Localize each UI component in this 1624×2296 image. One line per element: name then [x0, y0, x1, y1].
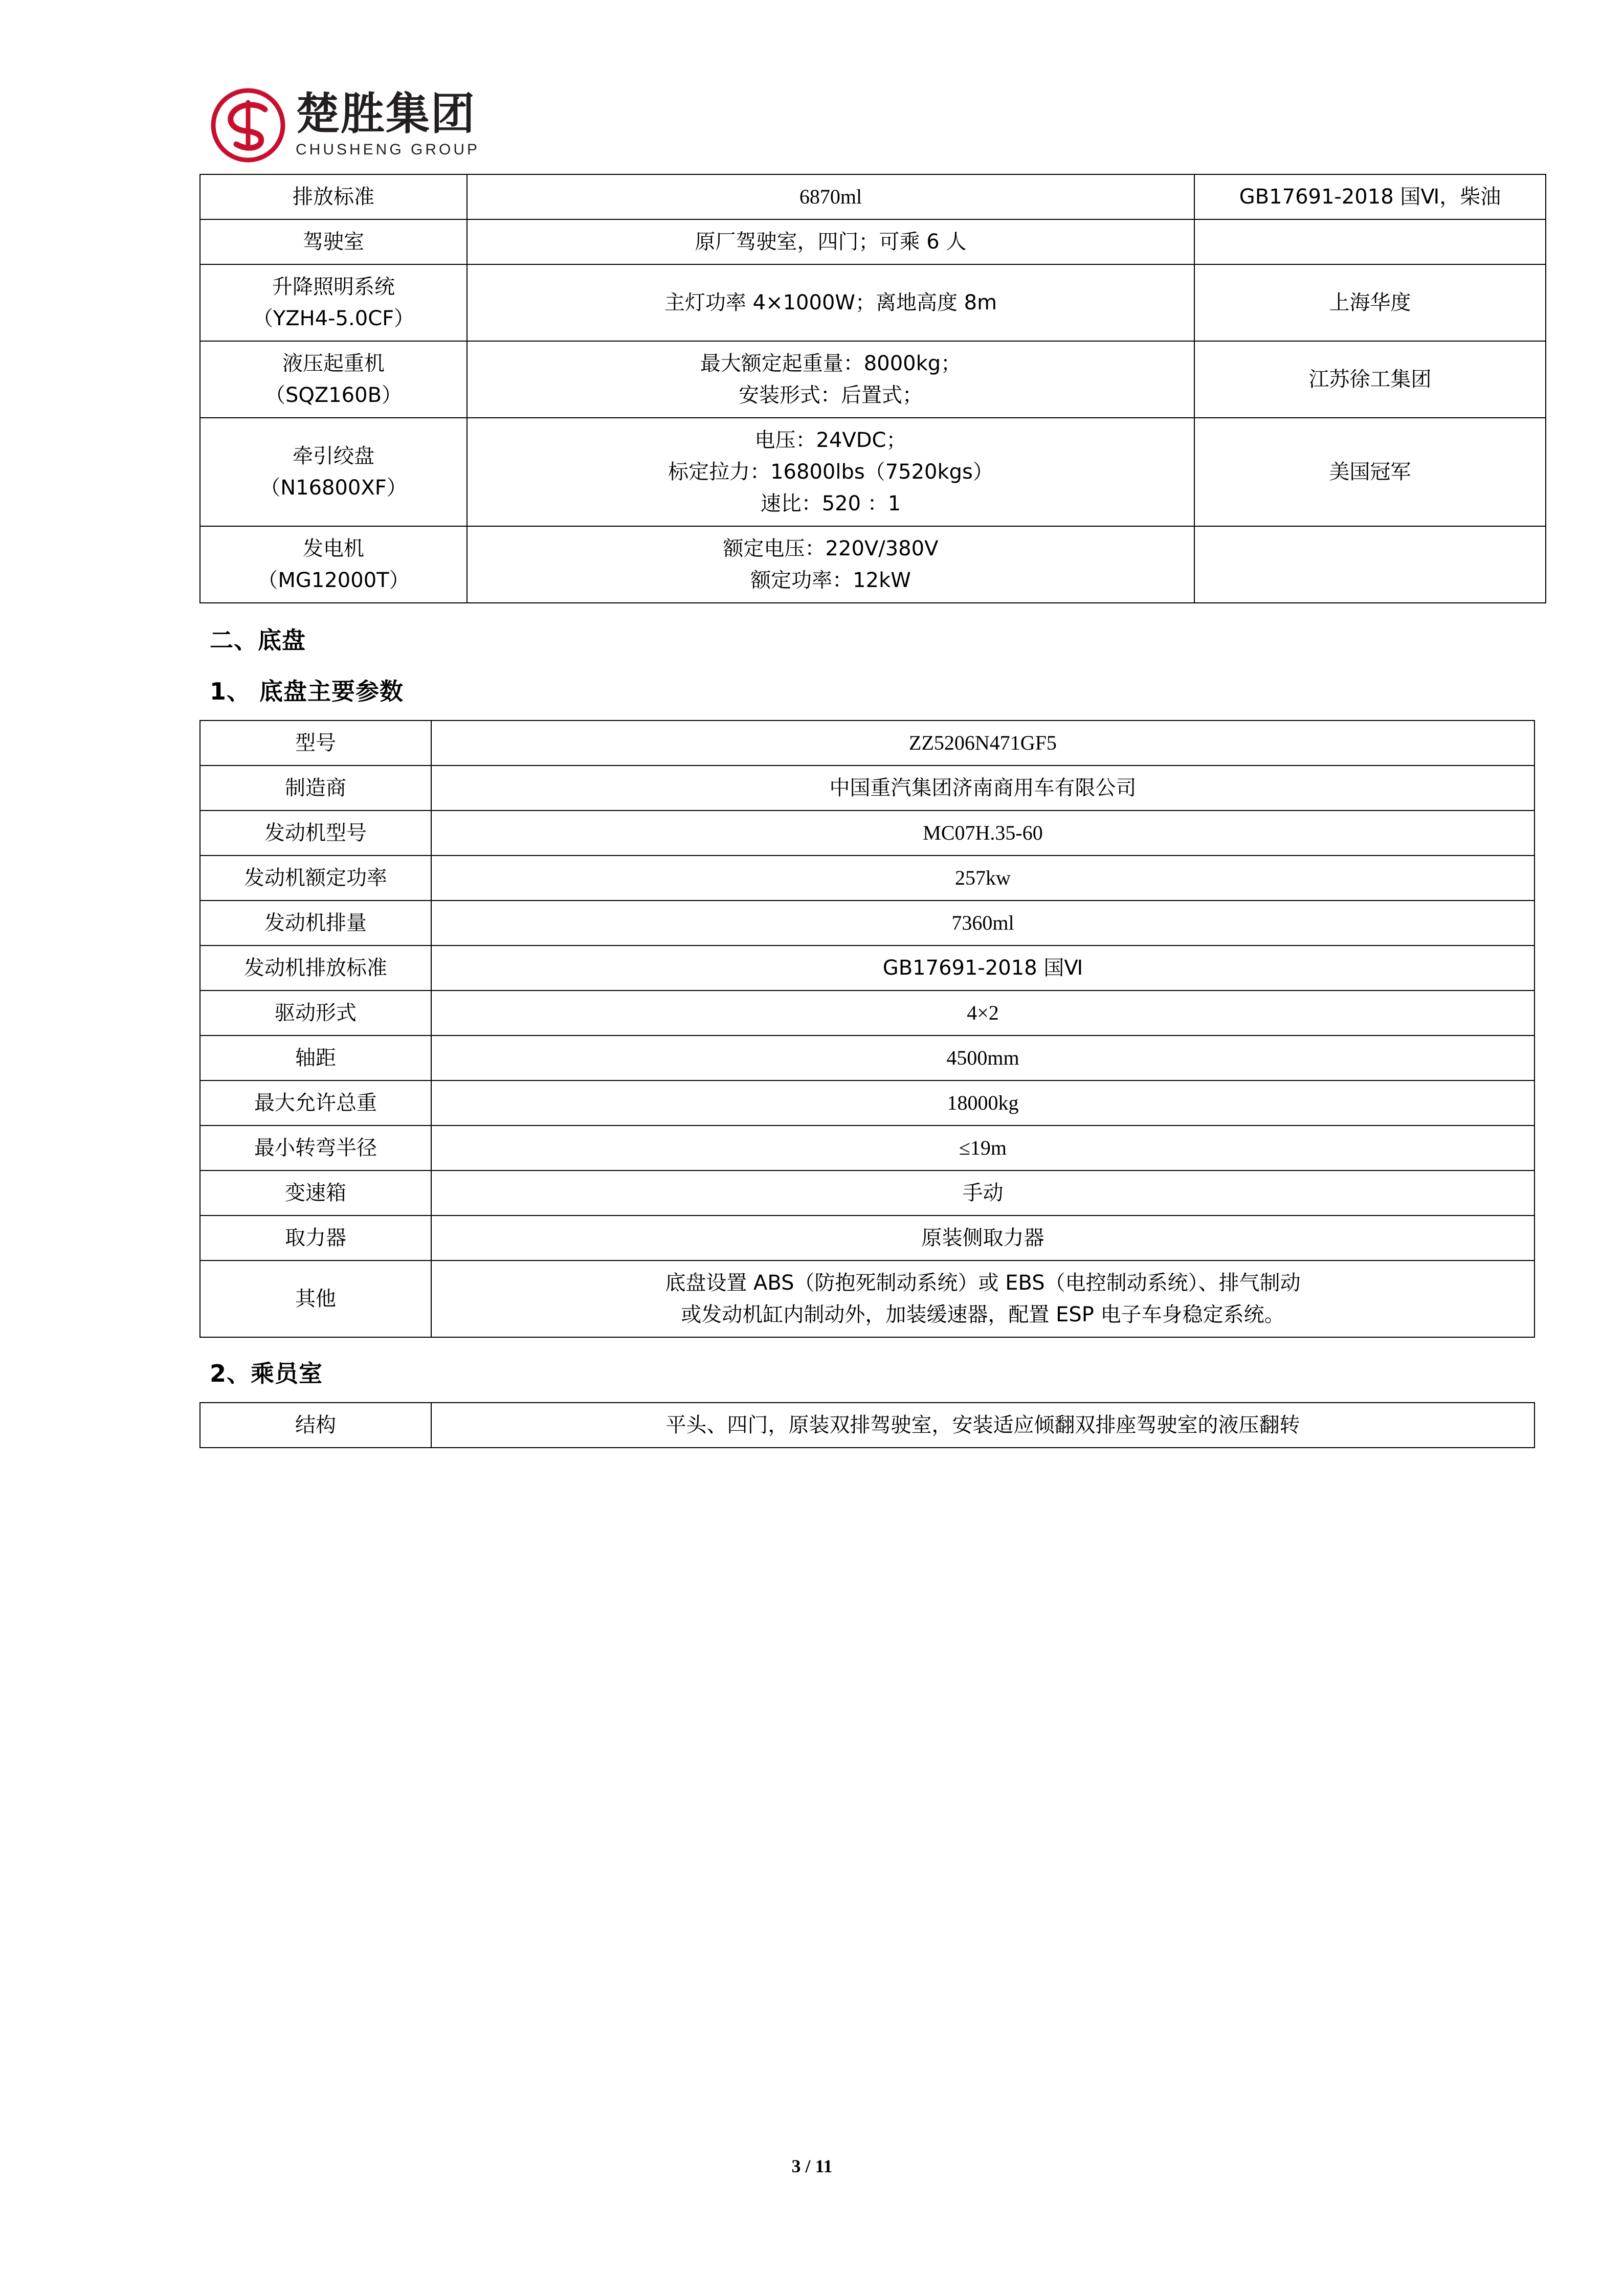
cell-brand: 上海华度 [1194, 264, 1546, 341]
cell-label: 其他 [200, 1260, 431, 1337]
page-number: 3 / 11 [791, 2156, 833, 2176]
cell-value-line1: 最大额定起重量：8000kg； [700, 352, 962, 375]
cell-label [200, 526, 467, 603]
cell-value: ≤19m [431, 1126, 1534, 1170]
cell-label-line2: （SQZ160B） [264, 384, 403, 407]
cell-brand [1194, 219, 1546, 264]
table-row [200, 418, 1546, 526]
cell-label-line2: （MG12000T） [257, 569, 410, 592]
cell-label-line1: 发电机 [303, 537, 364, 560]
cell-value: 18000kg [431, 1081, 1534, 1126]
cell-label: 发动机型号 [200, 811, 431, 856]
cell-value [431, 1260, 1534, 1337]
cell-value-line1: 额定电压：220V/380V [723, 537, 939, 560]
cell-value: ZZ5206N471GF5 [431, 721, 1534, 766]
page-content [199, 77, 1511, 1448]
cell-value [467, 341, 1194, 418]
cell-value: 4×2 [431, 991, 1534, 1036]
cell-value: 主灯功率 4×1000W；离地高度 8m [467, 264, 1194, 341]
cell-value [467, 418, 1194, 526]
cell-value: 4500mm [431, 1036, 1534, 1081]
logo-text [296, 88, 480, 159]
table-row [200, 856, 1534, 901]
cell-label: 制造商 [200, 766, 431, 811]
cell-label: 取力器 [200, 1215, 431, 1260]
cell-label: 型号 [200, 721, 431, 766]
cell-value-line2: 标定拉力：16800lbs（7520kgs） [668, 460, 993, 484]
subsection-heading-cabin: 2、乘员室 [210, 1360, 323, 1387]
cell-brand: 美国冠军 [1194, 418, 1546, 526]
table-row [200, 1081, 1534, 1126]
cell-label: 发动机排量 [200, 901, 431, 946]
company-logo [210, 77, 1511, 174]
cell-label: 排放标准 [200, 174, 467, 219]
cell-value: 原厂驾驶室，四门；可乘 6 人 [467, 219, 1194, 264]
section-heading-chassis: 二、底盘 [210, 626, 306, 654]
table-row [200, 1260, 1534, 1337]
cell-label-line1: 牵引绞盘 [293, 444, 374, 468]
cell-label: 最大允许总重 [200, 1081, 431, 1126]
table-cabin [199, 1402, 1535, 1448]
cell-value-line1: 底盘设置 ABS（防抱死制动系统）或 EBS（电控制动系统）、排气制动 [665, 1271, 1301, 1295]
table-row [200, 219, 1546, 264]
cell-value: 257kw [431, 856, 1534, 901]
cell-label-line2: （N16800XF） [260, 476, 407, 500]
cell-label: 轴距 [200, 1036, 431, 1081]
cell-label-line1: 升降照明系统 [272, 275, 395, 299]
table-row [200, 1170, 1534, 1215]
table-row [200, 1215, 1534, 1260]
cell-label: 驾驶室 [200, 219, 467, 264]
table-row [200, 946, 1534, 991]
table-upper-specs [199, 174, 1546, 603]
cell-label: 发动机排放标准 [200, 946, 431, 991]
cell-value: 手动 [431, 1170, 1534, 1215]
table-row [200, 341, 1546, 418]
table-row [200, 1126, 1534, 1170]
cell-value-line3: 速比：520 ：1 [760, 492, 901, 515]
cell-value: 中国重汽集团济南商用车有限公司 [431, 766, 1534, 811]
cell-label: 发动机额定功率 [200, 856, 431, 901]
cell-label [200, 264, 467, 341]
cell-brand [1194, 526, 1546, 603]
chusheng-logo-icon [210, 87, 286, 164]
cell-label-line2: （YZH4-5.0CF） [252, 307, 415, 330]
logo-english-name: CHUSHENG GROUP [296, 141, 480, 158]
table-chassis-params [199, 720, 1535, 1338]
cell-value: 7360ml [431, 901, 1534, 946]
table-row [200, 811, 1534, 856]
table-row [200, 901, 1534, 946]
cell-brand: GB17691-2018 国Ⅵ，柴油 [1194, 174, 1546, 219]
subsection-heading-main-params: 1、 底盘主要参数 [210, 678, 404, 705]
cell-value: MC07H.35-60 [431, 811, 1534, 856]
table-row [200, 766, 1534, 811]
cell-value-line2: 或发动机缸内制动外，加装缓速器，配置 ESP 电子车身稳定系统。 [681, 1303, 1285, 1326]
cell-brand: 江苏徐工集团 [1194, 341, 1546, 418]
cell-label: 结构 [200, 1403, 431, 1448]
table-row [200, 991, 1534, 1036]
table-row [200, 1036, 1534, 1081]
cell-value-line2: 额定功率：12kW [750, 569, 911, 592]
cell-label: 驱动形式 [200, 991, 431, 1036]
cell-value: 平头、四门，原装双排驾驶室，安装适应倾翻双排座驾驶室的液压翻转 [431, 1403, 1534, 1448]
cell-label [200, 341, 467, 418]
cell-label [200, 418, 467, 526]
table-row [200, 1403, 1534, 1448]
cell-label: 最小转弯半径 [200, 1126, 431, 1170]
cell-value [467, 526, 1194, 603]
table-row [200, 721, 1534, 766]
table-row [200, 264, 1546, 341]
page-footer [0, 2155, 1624, 2177]
cell-value-line2: 安装形式：后置式； [739, 384, 923, 407]
table-row [200, 526, 1546, 603]
cell-label: 变速箱 [200, 1170, 431, 1215]
cell-value: GB17691-2018 国Ⅵ [431, 946, 1534, 991]
cell-label-line1: 液压起重机 [282, 352, 385, 375]
cell-value-line1: 电压：24VDC； [754, 429, 907, 452]
cell-value: 6870ml [467, 174, 1194, 219]
cell-value: 原装侧取力器 [431, 1215, 1534, 1260]
logo-chinese-name: 楚胜集团 [296, 88, 476, 140]
table-row [200, 174, 1546, 219]
